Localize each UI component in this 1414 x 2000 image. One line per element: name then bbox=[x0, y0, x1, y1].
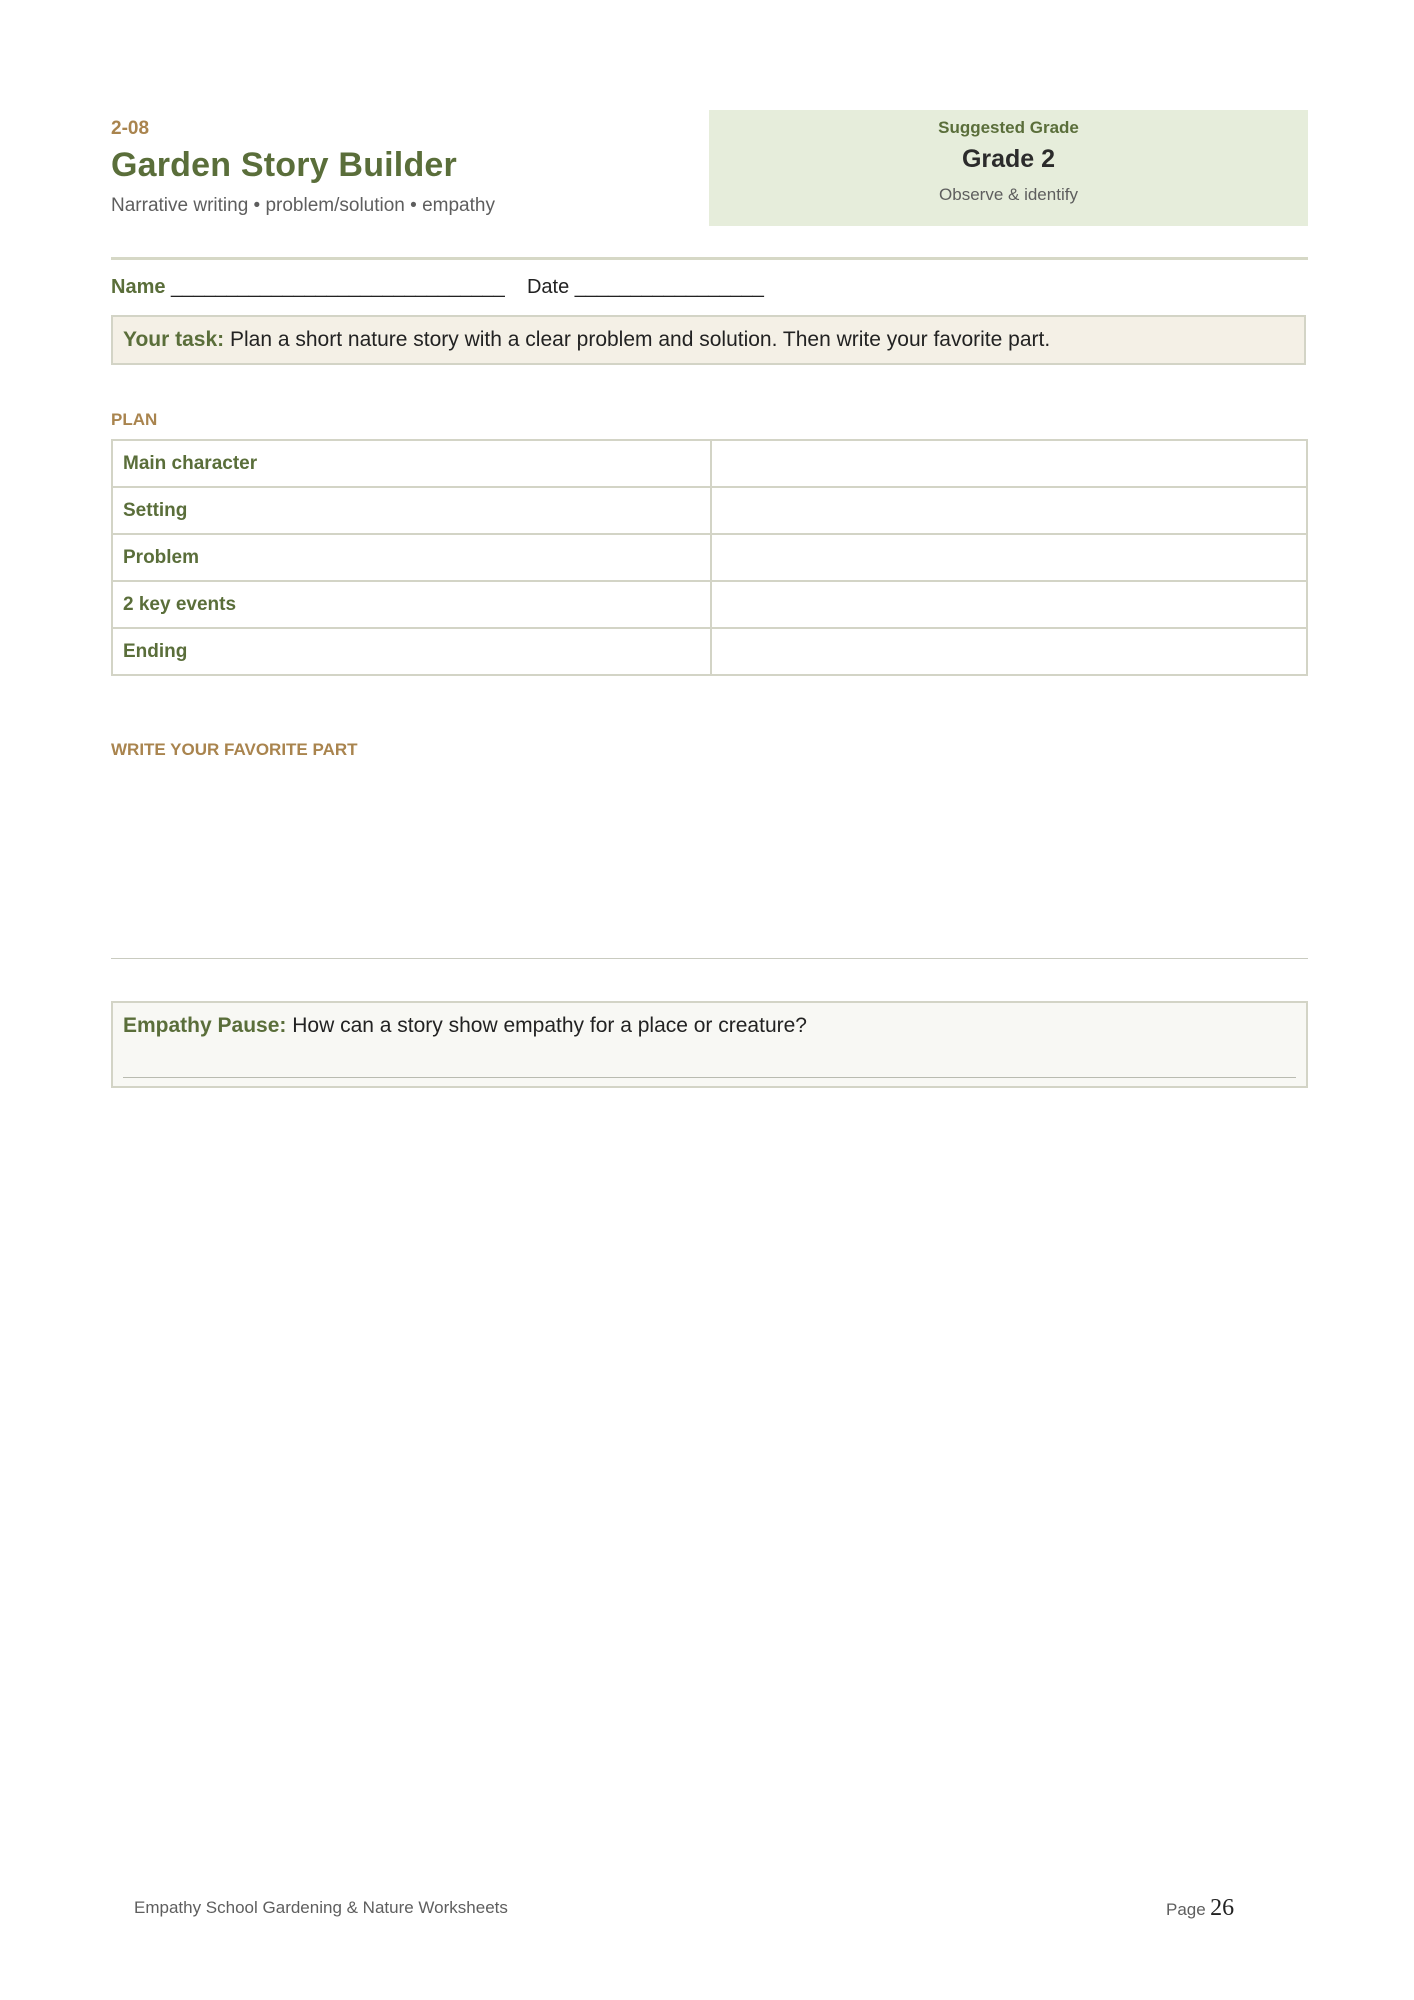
plan-row-answer[interactable] bbox=[711, 628, 1307, 675]
empathy-pause-box bbox=[111, 1001, 1308, 1088]
page-subtitle: Narrative writing • problem/solution • empathy bbox=[111, 195, 495, 216]
grade-note: Observe & identify bbox=[939, 185, 1078, 204]
table-row bbox=[112, 534, 1307, 581]
grade-value: Grade 2 bbox=[961, 145, 1056, 173]
footer-title: Empathy School Gardening & Nature Worksheets bbox=[134, 1898, 508, 1917]
task-label: Your task: bbox=[123, 328, 225, 351]
plan-row-label: Problem bbox=[112, 534, 711, 581]
table-row bbox=[112, 581, 1307, 628]
plan-table bbox=[111, 439, 1308, 676]
plan-row-label: 2 key events bbox=[112, 581, 711, 628]
plan-heading: PLAN bbox=[111, 410, 158, 429]
table-row bbox=[112, 628, 1307, 675]
write-heading: WRITE YOUR FAVORITE PART bbox=[111, 740, 358, 759]
header-divider bbox=[111, 257, 1308, 260]
page-number-block bbox=[1166, 1895, 1234, 1922]
task-box bbox=[111, 315, 1306, 365]
empathy-label: Empathy Pause: bbox=[123, 1014, 287, 1037]
plan-row-label: Setting bbox=[112, 487, 711, 534]
date-field[interactable]: _________________ bbox=[574, 276, 764, 298]
name-field[interactable]: ______________________________ bbox=[171, 276, 505, 298]
page-number: 26 bbox=[1210, 1895, 1235, 1921]
plan-row-answer[interactable] bbox=[711, 534, 1307, 581]
empathy-question: How can a story show empathy for a place or creature? bbox=[292, 1014, 807, 1037]
plan-row-label: Main character bbox=[112, 440, 711, 487]
plan-row-answer[interactable] bbox=[711, 487, 1307, 534]
date-label: Date bbox=[526, 276, 570, 298]
writing-line[interactable] bbox=[111, 958, 1308, 959]
suggested-grade-box bbox=[709, 110, 1308, 226]
plan-row-answer[interactable] bbox=[711, 440, 1307, 487]
page-word: Page bbox=[1166, 1900, 1206, 1919]
empathy-answer-line[interactable] bbox=[123, 1077, 1296, 1078]
title-block bbox=[111, 110, 691, 217]
table-row bbox=[112, 487, 1307, 534]
empathy-prompt bbox=[123, 1014, 807, 1038]
name-date-row bbox=[111, 276, 764, 299]
worksheet-page bbox=[111, 110, 1308, 1037]
plan-row-label: Ending bbox=[112, 628, 711, 675]
worksheet-code: 2-08 bbox=[111, 118, 150, 139]
grade-label: Suggested Grade bbox=[938, 118, 1079, 137]
table-row bbox=[112, 440, 1307, 487]
page-title: Garden Story Builder bbox=[111, 146, 457, 184]
plan-row-answer[interactable] bbox=[711, 581, 1307, 628]
task-text: Plan a short nature story with a clear problem and solution. Then write your favorite part. bbox=[229, 328, 1051, 351]
worksheet-header bbox=[111, 110, 1308, 228]
name-label: Name bbox=[111, 276, 166, 298]
